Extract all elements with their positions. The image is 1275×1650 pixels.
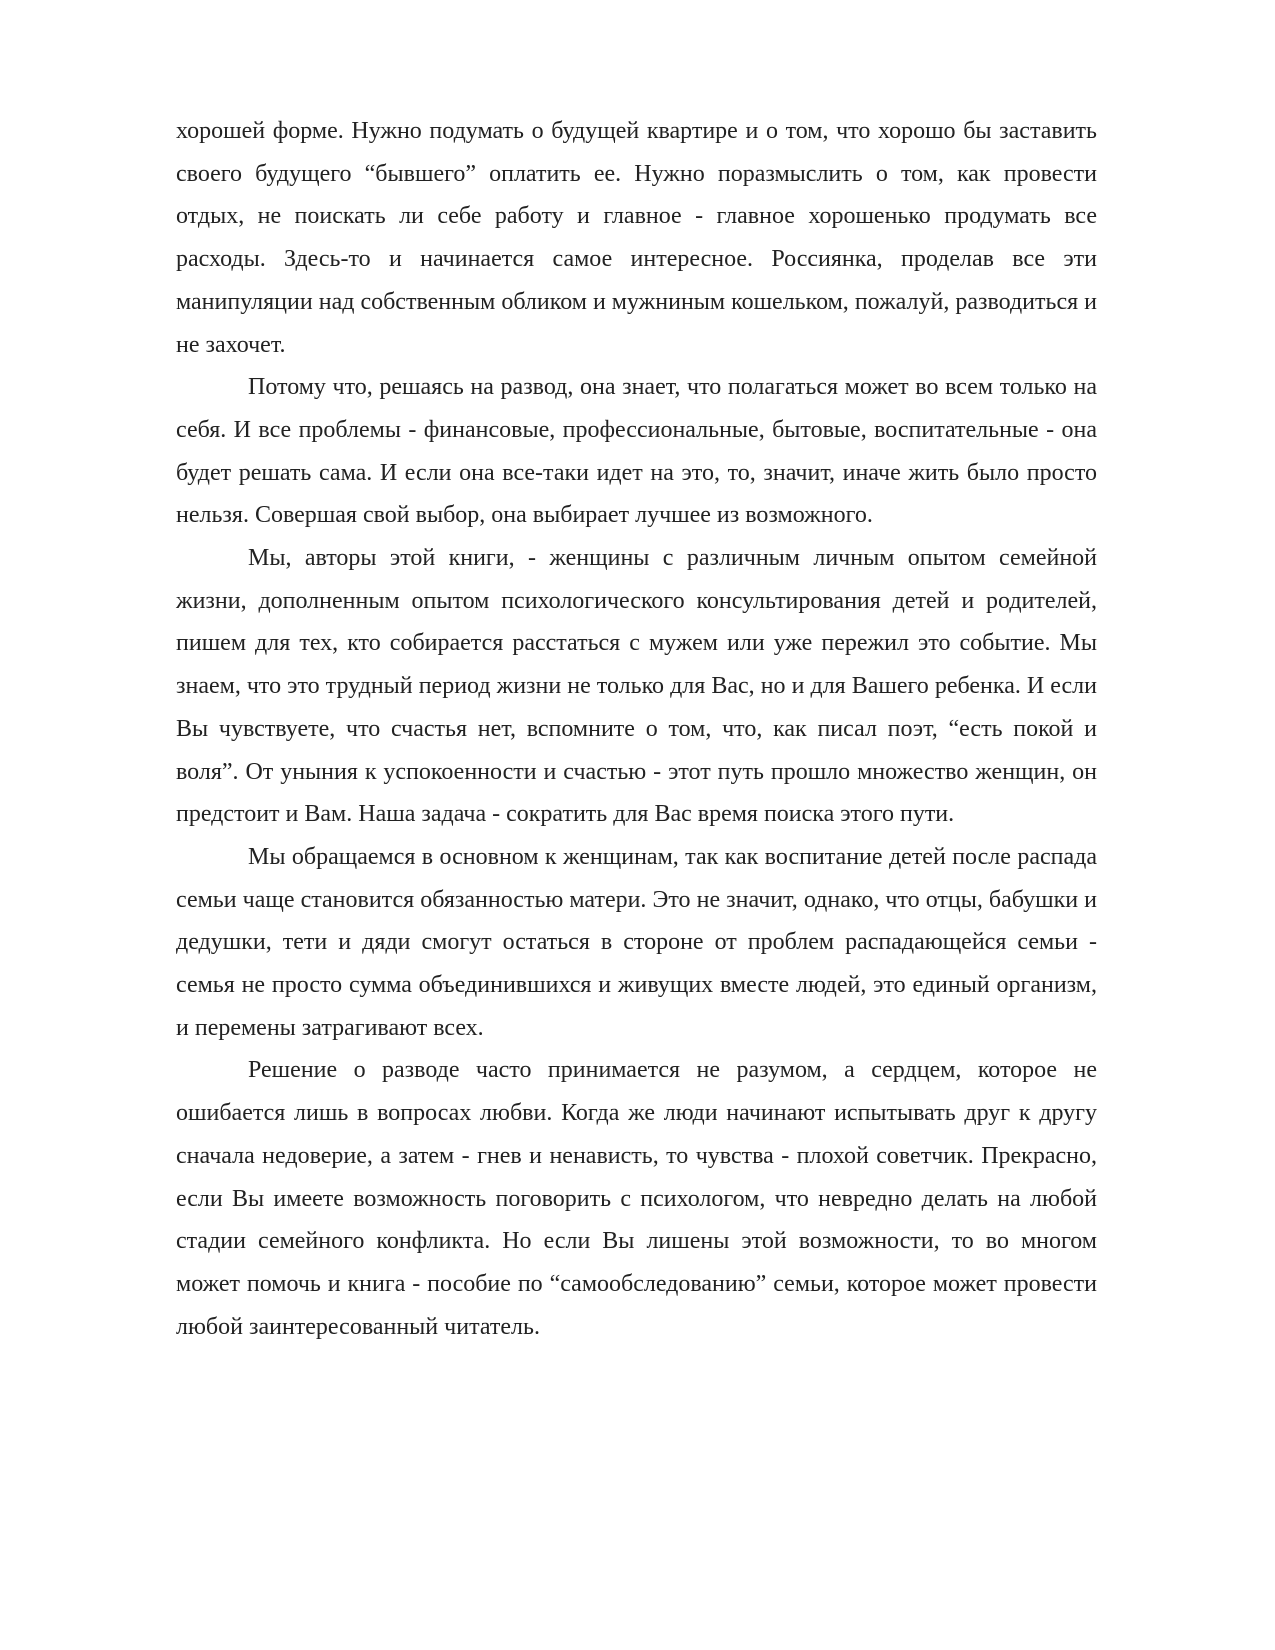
paragraph-divorce-decision: Потому что, решаясь на развод, она знает, что полагаться может во всем только на себя. И все проблемы - финансовые, профессиональные, бытовые, воспитательные - она будет решать сама. И если она все-таки идет на это, то, значит, иначе жить было просто нельзя. Совершая свой выбор, она выбирает лучшее из возможного. xyxy=(176,374,1097,529)
paragraph-authors: Мы, авторы этой книги, - женщины с различным личным опытом семейной жизни, дополненным опытом психологического консультирования детей и родителей, пишем для тех, кто собирается расстаться с мужем или уже пережил это событие. Мы знаем, что это трудный период жизни не только для Вас, но и для Вашего ребенка. И если Вы чувствуете, что счастья нет, вспомните о том, что, как писал поэт, “есть покой и воля”. От уныния к успокоенности и счастью - этот путь прошло множество женщин, он предстоит и Вам. Наша задача - сократить для Вас время поиска этого пути. xyxy=(176,545,1097,828)
paragraph-continuation: хорошей форме. Нужно подумать о будущей квартире и о том, что хорошо бы заставить своего будущего “бывшего” оплатить ее. Нужно поразмыслить о том, как провести отдых, не поискать ли себе работу и главное - главное хорошенько продумать все расходы. Здесь-то и начинается самое интересное. Россиянка, проделав все эти манипуляции над собственным обликом и мужниным кошельком, пожалуй, разводиться и не захочет. xyxy=(176,118,1097,358)
paragraph-decision-heart: Решение о разводе часто принимается не разумом, а сердцем, которое не ошибается лишь в вопросах любви. Когда же люди начинают испытывать друг к другу сначала недоверие, а затем - гнев и ненависть, то чувства - плохой советчик. Прекрасно, если Вы имеете возможность поговорить с психологом, что невредно делать на любой стадии семейного конфликта. Но если Вы лишены этой возможности, то во многом может помочь и книга - пособие по “самообследованию” семьи, которое может провести любой заинтересованный читатель. xyxy=(176,1057,1097,1340)
body-text xyxy=(176,110,1097,1348)
paragraph-audience: Мы обращаемся в основном к женщинам, так как воспитание детей после распада семьи чаще становится обязанностью матери. Это не значит, однако, что отцы, бабушки и дедушки, тети и дяди смогут остаться в стороне от проблем распадающейся семьи - семья не просто сумма объединившихся и живущих вместе людей, это единый организм, и перемены затрагивают всех. xyxy=(176,843,1097,1041)
